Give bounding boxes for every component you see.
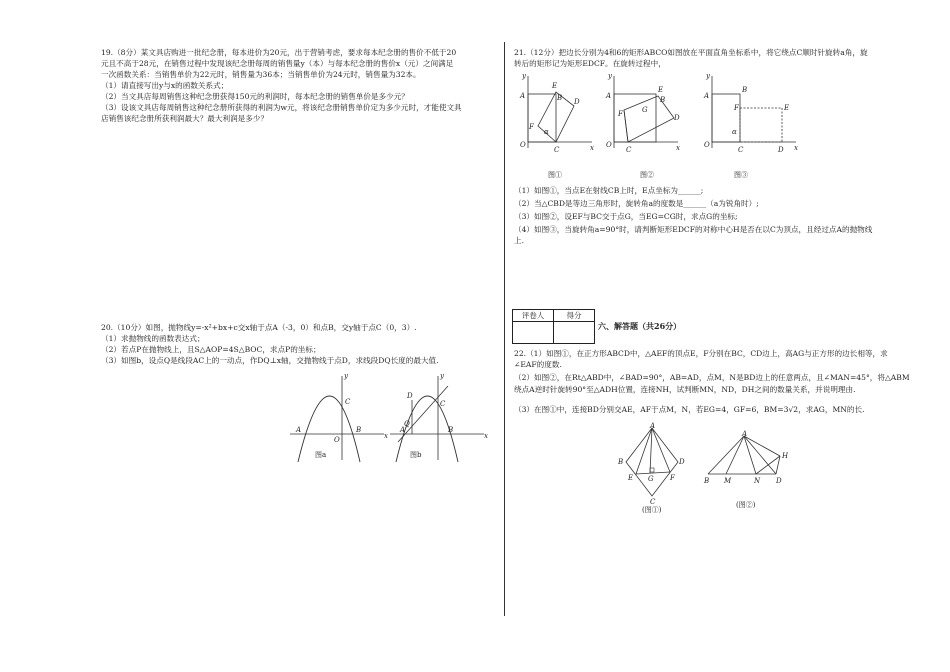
svg-text:A: A	[296, 426, 302, 434]
score-header: 得分	[554, 310, 595, 322]
q19-part-1: （1）请直接写出y与x的函数关系式；	[101, 81, 229, 90]
q20-part-1: （1）求抛物线的函数表达式；	[101, 334, 205, 343]
svg-text:E: E	[784, 104, 790, 112]
q22-part-3: （3）在图①中，连接BD分别交AE，AF于点M，N，若EG=4，GF=6，BM=3√2，求AG，MN的长.	[514, 405, 865, 414]
svg-text:y: y	[440, 372, 444, 380]
svg-text:E: E	[628, 474, 634, 482]
svg-text:y: y	[344, 372, 348, 380]
svg-text:Q: Q	[404, 420, 410, 428]
reviewer-cell[interactable]	[513, 322, 554, 344]
svg-text:α: α	[544, 128, 549, 136]
q22-part-2: （2）如图②，在Rt△ABD中，∠BAD=90°，AB=AD，点M，N是BD边上的任意两点，且∠MAN=45°，将△ABM	[514, 373, 910, 382]
svg-text:E: E	[552, 82, 558, 90]
segment-af	[652, 428, 670, 472]
svg-text:D: D	[574, 98, 580, 106]
svg-text:B: B	[448, 426, 454, 434]
right-angle-mark	[650, 468, 654, 472]
svg-text:D: D	[778, 146, 784, 154]
svg-text:F: F	[734, 104, 739, 112]
q22-caption-1: (图①)	[642, 506, 662, 514]
q21-part-4-cont: 上.	[514, 236, 525, 245]
square-abcd	[626, 428, 678, 496]
svg-text:B: B	[618, 458, 624, 466]
svg-text:A: A	[400, 426, 406, 434]
segment-ad	[744, 436, 776, 474]
q21-figure-2	[602, 72, 682, 154]
svg-text:D: D	[679, 458, 685, 466]
q22-caption-2: (图②)	[736, 501, 756, 509]
svg-text:H: H	[782, 452, 789, 460]
svg-text:x: x	[794, 144, 798, 152]
svg-text:B: B	[660, 96, 666, 104]
q19-part-3-cont: 店销售该纪念册所获利润最大？最大利润是多少？	[101, 114, 269, 123]
svg-text:y: y	[608, 72, 612, 80]
segment-cf	[624, 110, 628, 142]
q19-line-1: 19.（8分）某文具店购进一批纪念册，每本进价为20元，出于营销考虑，要求每本纪念册的售价不低于20	[101, 48, 457, 57]
reviewer-header: 评卷人	[513, 310, 554, 322]
svg-text:x: x	[676, 144, 680, 152]
q21-caption-1: 图①	[548, 171, 562, 179]
svg-text:A: A	[650, 422, 656, 430]
svg-text:E: E	[658, 86, 664, 94]
q21-intro-2: 转后的矩形记为矩形EDCF。在旋转过程中，	[514, 59, 666, 68]
q21-figure-3	[700, 72, 800, 154]
rect-abco	[614, 94, 656, 142]
segment-ae	[636, 428, 652, 474]
svg-text:y: y	[706, 72, 710, 80]
segment-ag	[650, 428, 652, 473]
q21-figure-1	[516, 72, 596, 154]
svg-text:B: B	[742, 86, 748, 94]
svg-text:M: M	[724, 477, 732, 485]
q22-line-1: 22.（1）如图①，在正方形ABCD中，△AEF的顶点E，F分别在BC，CD边上，高AG与正方形的边长相等，求	[514, 349, 888, 358]
svg-text:α: α	[732, 128, 737, 136]
q20-part-2: （2）若点P在抛物线上，且S△AOP=4S△BOC，求点P的坐标；	[101, 345, 321, 354]
svg-text:B: B	[356, 426, 362, 434]
q19-part-2: （2）当文具店每周销售这种纪念册获得150元的利润时，每本纪念册的销售单价是多少元？	[101, 92, 409, 101]
q21-part-4: （4）如图③，当旋转角a=90°时，请判断矩形EDCF的对称中心H是否在以C为顶点，且经过点A的抛物线	[514, 225, 873, 234]
q22-figure-2	[704, 430, 794, 486]
svg-text:G: G	[648, 475, 654, 483]
segment-ab	[708, 436, 744, 474]
q22-figure-1	[612, 424, 692, 508]
svg-text:C: C	[738, 146, 744, 154]
svg-text:x: x	[590, 144, 594, 152]
q20-figure-a	[290, 370, 390, 465]
q20-figure-b	[390, 370, 490, 465]
q21-part-3: （3）如图②，设EF与BC交于点G，当EG=CG时，求点G的坐标;	[514, 212, 738, 221]
q20-line-1: 20.（10分）如图，抛物线y=-x²+bx+c交x轴于点A（-3，0）和点B，交y轴于点C（0，3）.	[101, 323, 417, 332]
svg-text:A: A	[704, 92, 710, 100]
svg-text:A: A	[742, 430, 748, 438]
svg-text:F: F	[670, 474, 675, 482]
score-cell[interactable]	[554, 322, 595, 344]
svg-text:O: O	[520, 141, 526, 149]
rect-edcf	[740, 108, 782, 142]
svg-text:B: B	[557, 94, 563, 102]
q21-part-1: （1）如图①，当点E在射线CB上时，E点坐标为______;	[514, 186, 704, 195]
segment-am	[726, 436, 744, 474]
parabola-curve	[298, 396, 360, 462]
svg-text:F: F	[529, 123, 534, 131]
svg-text:x: x	[484, 432, 488, 440]
q22-line-2: ∠EAF的度数.	[514, 360, 562, 369]
svg-text:G: G	[642, 106, 648, 114]
svg-text:C: C	[440, 400, 446, 408]
svg-text:C: C	[345, 398, 351, 406]
svg-text:y: y	[522, 72, 526, 80]
q20-fig-a-caption: 图a	[315, 451, 327, 459]
q19-line-2: 元且不高于28元，在销售过程中发现该纪念册每周的销售量y（本）与每本纪念册的售价x（元）之间满足	[101, 59, 454, 68]
svg-text:D: D	[776, 477, 782, 485]
svg-text:C: C	[626, 146, 632, 154]
q21-caption-2: 图②	[640, 171, 654, 179]
q21-part-2: （2）当△CBD是等边三角形时，旋转角a的度数是______（a为锐角时）;	[514, 199, 759, 208]
column-divider	[504, 42, 505, 616]
svg-text:D: D	[407, 392, 413, 400]
svg-text:O: O	[606, 141, 612, 149]
q21-caption-3: 图③	[734, 171, 748, 179]
q19-part-3: （3）设该文具店每周销售这种纪念册所获得的利润为w元，将该纪念册销售单价定为多少元时，才能使文具	[101, 103, 462, 112]
svg-text:O: O	[704, 141, 710, 149]
svg-text:B: B	[704, 477, 710, 485]
score-table	[512, 309, 595, 344]
svg-text:C: C	[554, 146, 560, 154]
svg-text:O: O	[334, 436, 340, 444]
svg-text:C: C	[650, 498, 656, 506]
section-6-heading: 六、解答题（共26分）	[598, 321, 682, 331]
q19-line-3: 一次函数关系：当销售单价为22元时，销售量为36本；当销售单价为24元时，销售量为32本。	[101, 70, 421, 79]
svg-text:x: x	[384, 432, 388, 440]
q20-part-3: （3）如图b，设点Q是线段AC上的一动点，作DQ⊥x轴，交抛物线于点D，求线段DQ长度的最大值.	[101, 356, 439, 365]
svg-text:N: N	[754, 477, 761, 485]
q20-fig-b-caption: 图b	[410, 451, 422, 459]
q22-part-2-cont: 绕点A逆时针旋转90°至△ADH位置，连接NH，试判断MN，ND，DH之间的数量关系，并说明理由.	[514, 385, 856, 394]
svg-text:F: F	[618, 110, 623, 118]
svg-text:A: A	[520, 92, 526, 100]
rect-edcf	[624, 96, 674, 142]
svg-text:A: A	[606, 92, 612, 100]
q21-intro-1: 21.（12分）把边长分别为4和6的矩形ABCO如图放在平面直角坐标系中，将它绕点C顺时针旋转a角，旋	[514, 48, 868, 57]
svg-text:D: D	[674, 114, 680, 122]
